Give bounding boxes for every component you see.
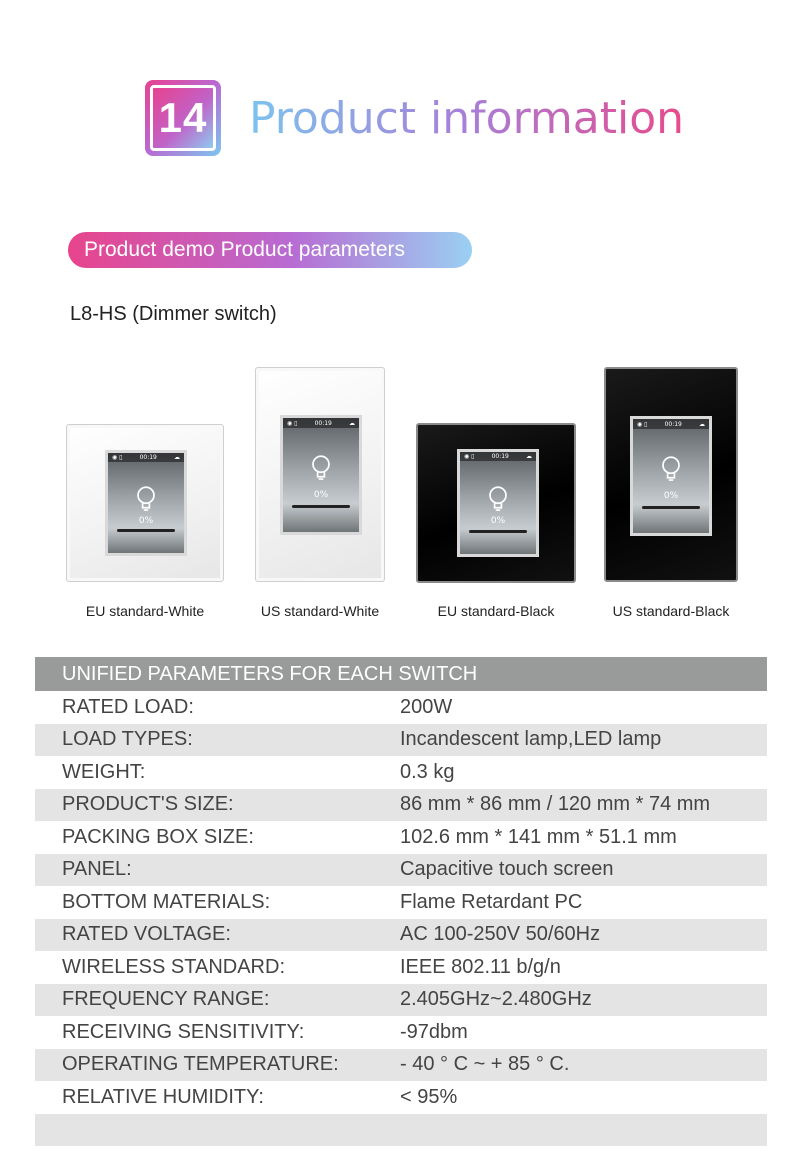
param-value: AC 100-250V 50/60Hz bbox=[400, 923, 601, 946]
dimmer-percent: 0% bbox=[313, 489, 329, 500]
table-header: UNIFIED PARAMETERS FOR EACH SWITCH bbox=[35, 657, 767, 691]
param-name: BOTTOM MATERIALS: bbox=[62, 890, 271, 913]
product-us-white bbox=[255, 367, 385, 582]
screen-status-bar: ◉ ▯ 00:19 ☁ bbox=[108, 453, 184, 462]
section-number-badge bbox=[145, 80, 221, 156]
table-row bbox=[35, 1016, 767, 1049]
param-value: 0.3 kg bbox=[400, 760, 455, 783]
section-pill: Product demo Product parameters bbox=[68, 232, 472, 268]
bulb-icon bbox=[310, 454, 333, 482]
param-value: -97dbm bbox=[400, 1020, 468, 1043]
param-value: Flame Retardant PC bbox=[400, 890, 583, 913]
dimmer-slider bbox=[469, 530, 527, 533]
table-row bbox=[35, 1081, 767, 1114]
page-title: Product information bbox=[249, 92, 684, 144]
param-name: RATED VOLTAGE: bbox=[62, 923, 231, 946]
screen-time: 00:19 bbox=[139, 454, 157, 461]
param-name: PRODUCT'S SIZE: bbox=[62, 793, 234, 816]
section-number: 14 bbox=[150, 85, 216, 151]
table-row-empty bbox=[35, 1114, 767, 1146]
product-eu-black bbox=[416, 423, 576, 583]
table-row bbox=[35, 984, 767, 1017]
table-row bbox=[35, 821, 767, 854]
product-us-black bbox=[604, 367, 738, 582]
switch-screen bbox=[630, 416, 712, 536]
dimmer-slider bbox=[292, 505, 350, 508]
table-row bbox=[35, 1049, 767, 1082]
param-value: Incandescent lamp,LED lamp bbox=[400, 728, 662, 751]
param-name: PACKING BOX SIZE: bbox=[62, 825, 254, 848]
model-title: L8-HS (Dimmer switch) bbox=[70, 303, 277, 325]
param-value: 200W bbox=[400, 695, 453, 718]
table-row bbox=[35, 854, 767, 887]
param-name: OPERATING TEMPERATURE: bbox=[62, 1053, 339, 1076]
switch-screen bbox=[457, 449, 539, 557]
bulb-icon bbox=[487, 485, 510, 513]
dimmer-percent: 0% bbox=[663, 490, 679, 501]
table-row bbox=[35, 919, 767, 952]
param-name: RATED LOAD: bbox=[62, 695, 194, 718]
screen-status-bar: ◉ ▯ 00:19 ☁ bbox=[633, 419, 709, 429]
param-value: Capacitive touch screen bbox=[400, 858, 614, 881]
table-row bbox=[35, 886, 767, 919]
product-caption: EU standard-White bbox=[85, 603, 205, 619]
page-header bbox=[145, 80, 684, 156]
table-row bbox=[35, 951, 767, 984]
screen-status-bar: ◉ ▯ 00:19 ☁ bbox=[460, 452, 536, 461]
dimmer-percent: 0% bbox=[490, 516, 506, 527]
param-value: < 95% bbox=[400, 1085, 458, 1108]
param-name: LOAD TYPES: bbox=[62, 728, 193, 751]
param-value: IEEE 802.11 b/g/n bbox=[400, 955, 561, 978]
table-row bbox=[35, 789, 767, 822]
product-caption: US standard-White bbox=[260, 603, 380, 619]
bulb-icon bbox=[660, 455, 683, 483]
param-name: WEIGHT: bbox=[62, 760, 146, 783]
param-name: PANEL: bbox=[62, 858, 132, 881]
product-eu-white bbox=[66, 424, 224, 582]
screen-status-bar: ◉ ▯ 00:19 ☁ bbox=[283, 418, 359, 428]
param-value: 2.405GHz~2.480GHz bbox=[400, 988, 592, 1011]
switch-screen bbox=[105, 450, 187, 556]
table-row bbox=[35, 756, 767, 789]
table-row bbox=[35, 691, 767, 724]
screen-time: 00:19 bbox=[314, 419, 332, 427]
product-caption: US standard-Black bbox=[612, 603, 730, 619]
parameters-table bbox=[35, 657, 767, 1146]
param-value: - 40 ° C ~ + 85 ° C. bbox=[400, 1053, 570, 1076]
dimmer-slider bbox=[117, 529, 175, 532]
param-name: RECEIVING SENSITIVITY: bbox=[62, 1020, 305, 1043]
product-caption: EU standard-Black bbox=[437, 603, 555, 619]
switch-screen bbox=[280, 415, 362, 535]
param-name: RELATIVE HUMIDITY: bbox=[62, 1085, 264, 1108]
param-name: WIRELESS STANDARD: bbox=[62, 955, 285, 978]
bulb-icon bbox=[135, 485, 158, 513]
table-row bbox=[35, 724, 767, 757]
screen-time: 00:19 bbox=[664, 420, 682, 428]
param-value: 86 mm * 86 mm / 120 mm * 74 mm bbox=[400, 793, 711, 816]
param-name: FREQUENCY RANGE: bbox=[62, 988, 270, 1011]
screen-time: 00:19 bbox=[491, 453, 509, 461]
param-value: 102.6 mm * 141 mm * 51.1 mm bbox=[400, 825, 677, 848]
dimmer-slider bbox=[642, 506, 700, 509]
dimmer-percent: 0% bbox=[138, 516, 154, 526]
